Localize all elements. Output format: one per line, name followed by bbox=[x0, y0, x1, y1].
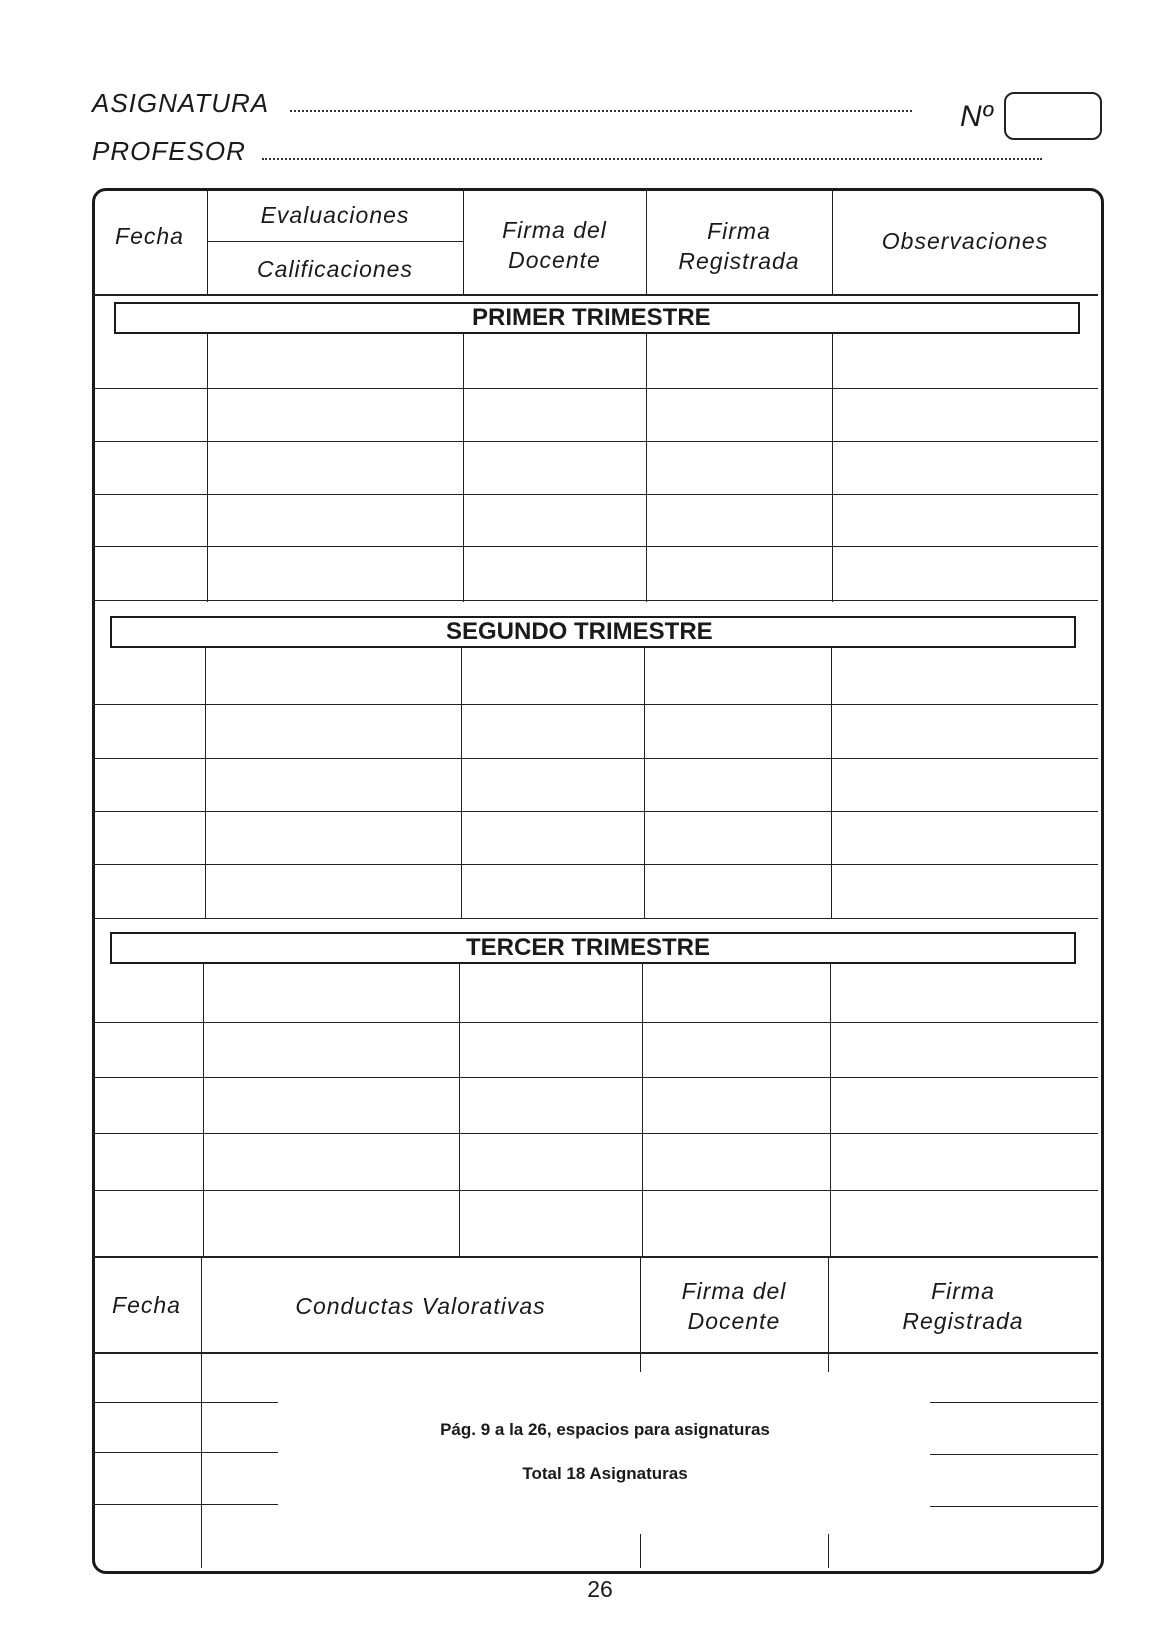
col-divider bbox=[832, 334, 833, 602]
conduct-header-conductas: Conductas Valorativas bbox=[295, 1293, 546, 1319]
table-row bbox=[92, 1133, 1098, 1134]
col-divider bbox=[203, 964, 204, 1256]
numero-label: Nº bbox=[960, 100, 993, 133]
profesor-label: PROFESOR bbox=[92, 136, 246, 166]
conduct-col-stub bbox=[640, 1352, 641, 1372]
col-divider bbox=[642, 964, 643, 1256]
header-firma-docente bbox=[463, 215, 646, 275]
table-row bbox=[92, 704, 1098, 705]
conduct-col-stub bbox=[828, 1352, 829, 1372]
profesor-field[interactable] bbox=[262, 158, 1042, 160]
col-divider bbox=[207, 334, 208, 602]
conduct-header-fecha: Fecha bbox=[112, 1292, 181, 1318]
header-firma-registrada bbox=[646, 216, 832, 276]
conduct-col-stub bbox=[640, 1534, 641, 1568]
col-divider bbox=[463, 334, 464, 602]
section-band-primer bbox=[114, 302, 1080, 334]
table-row bbox=[92, 1022, 1098, 1023]
col-divider bbox=[830, 964, 831, 1256]
numero-box[interactable] bbox=[1004, 92, 1102, 140]
conduct-row-stub bbox=[92, 1504, 278, 1505]
section-title-primer: PRIMER TRIMESTRE bbox=[472, 304, 711, 331]
conduct-col-stub bbox=[828, 1534, 829, 1568]
table-row bbox=[92, 388, 1098, 389]
col-divider bbox=[461, 648, 462, 918]
asignatura-label: ASIGNATURA bbox=[92, 88, 270, 118]
header-firma-registrada-l1: Firma bbox=[707, 218, 771, 244]
table-row bbox=[92, 494, 1098, 495]
asignatura-field[interactable] bbox=[290, 110, 912, 112]
conduct-header-firma-registrada bbox=[828, 1276, 1098, 1336]
section-band-segundo bbox=[110, 616, 1076, 648]
note-total: Total 18 Asignaturas bbox=[522, 1464, 688, 1483]
conduct-header-bottom bbox=[92, 1352, 1098, 1354]
conduct-header-firma-docente-l2: Docente bbox=[687, 1308, 781, 1334]
table-row bbox=[92, 600, 1098, 601]
header-evaluaciones: Evaluaciones bbox=[260, 202, 410, 228]
conduct-header-firma-registrada-l1: Firma bbox=[931, 1278, 995, 1304]
form-frame bbox=[92, 188, 1104, 1574]
conduct-row-stub bbox=[92, 1452, 278, 1453]
note-pages: Pág. 9 a la 26, espacios para asignaturas bbox=[440, 1420, 770, 1439]
conduct-header-firma-registrada-l2: Registrada bbox=[902, 1308, 1024, 1334]
hdr-bottom-line bbox=[92, 294, 1098, 296]
table-row bbox=[92, 546, 1098, 547]
col-divider bbox=[205, 648, 206, 918]
header-firma-registrada-l2: Registrada bbox=[678, 248, 800, 274]
col-divider bbox=[831, 648, 832, 918]
table-row bbox=[92, 1077, 1098, 1078]
conduct-header-firma-docente-l1: Firma del bbox=[681, 1278, 787, 1304]
col-divider bbox=[644, 648, 645, 918]
hdr-sub-divider bbox=[207, 241, 463, 242]
header-calificaciones: Calificaciones bbox=[257, 256, 413, 282]
conduct-row-stub bbox=[930, 1506, 1098, 1507]
conduct-row-stub bbox=[930, 1402, 1098, 1403]
section-band-tercer bbox=[110, 932, 1076, 964]
conduct-row-stub bbox=[92, 1402, 278, 1403]
header-fecha: Fecha bbox=[115, 223, 184, 249]
table-row bbox=[92, 864, 1098, 865]
header-firma-docente-l1: Firma del bbox=[502, 217, 607, 243]
header-firma-docente-l2: Docente bbox=[508, 247, 601, 273]
conduct-header-firma-docente bbox=[640, 1276, 828, 1336]
col-divider bbox=[459, 964, 460, 1256]
page-number: 26 bbox=[587, 1576, 613, 1602]
section-title-segundo: SEGUNDO TRIMESTRE bbox=[446, 618, 713, 645]
table-row bbox=[92, 758, 1098, 759]
col-divider bbox=[646, 334, 647, 602]
table-row bbox=[92, 441, 1098, 442]
header-observaciones: Observaciones bbox=[881, 228, 1049, 254]
table-row bbox=[92, 1190, 1098, 1191]
table-row bbox=[92, 918, 1098, 919]
table-bottom-line bbox=[92, 1256, 1098, 1258]
section-title-tercer: TERCER TRIMESTRE bbox=[466, 934, 711, 961]
table-row bbox=[92, 811, 1098, 812]
conduct-row-stub bbox=[930, 1454, 1098, 1455]
